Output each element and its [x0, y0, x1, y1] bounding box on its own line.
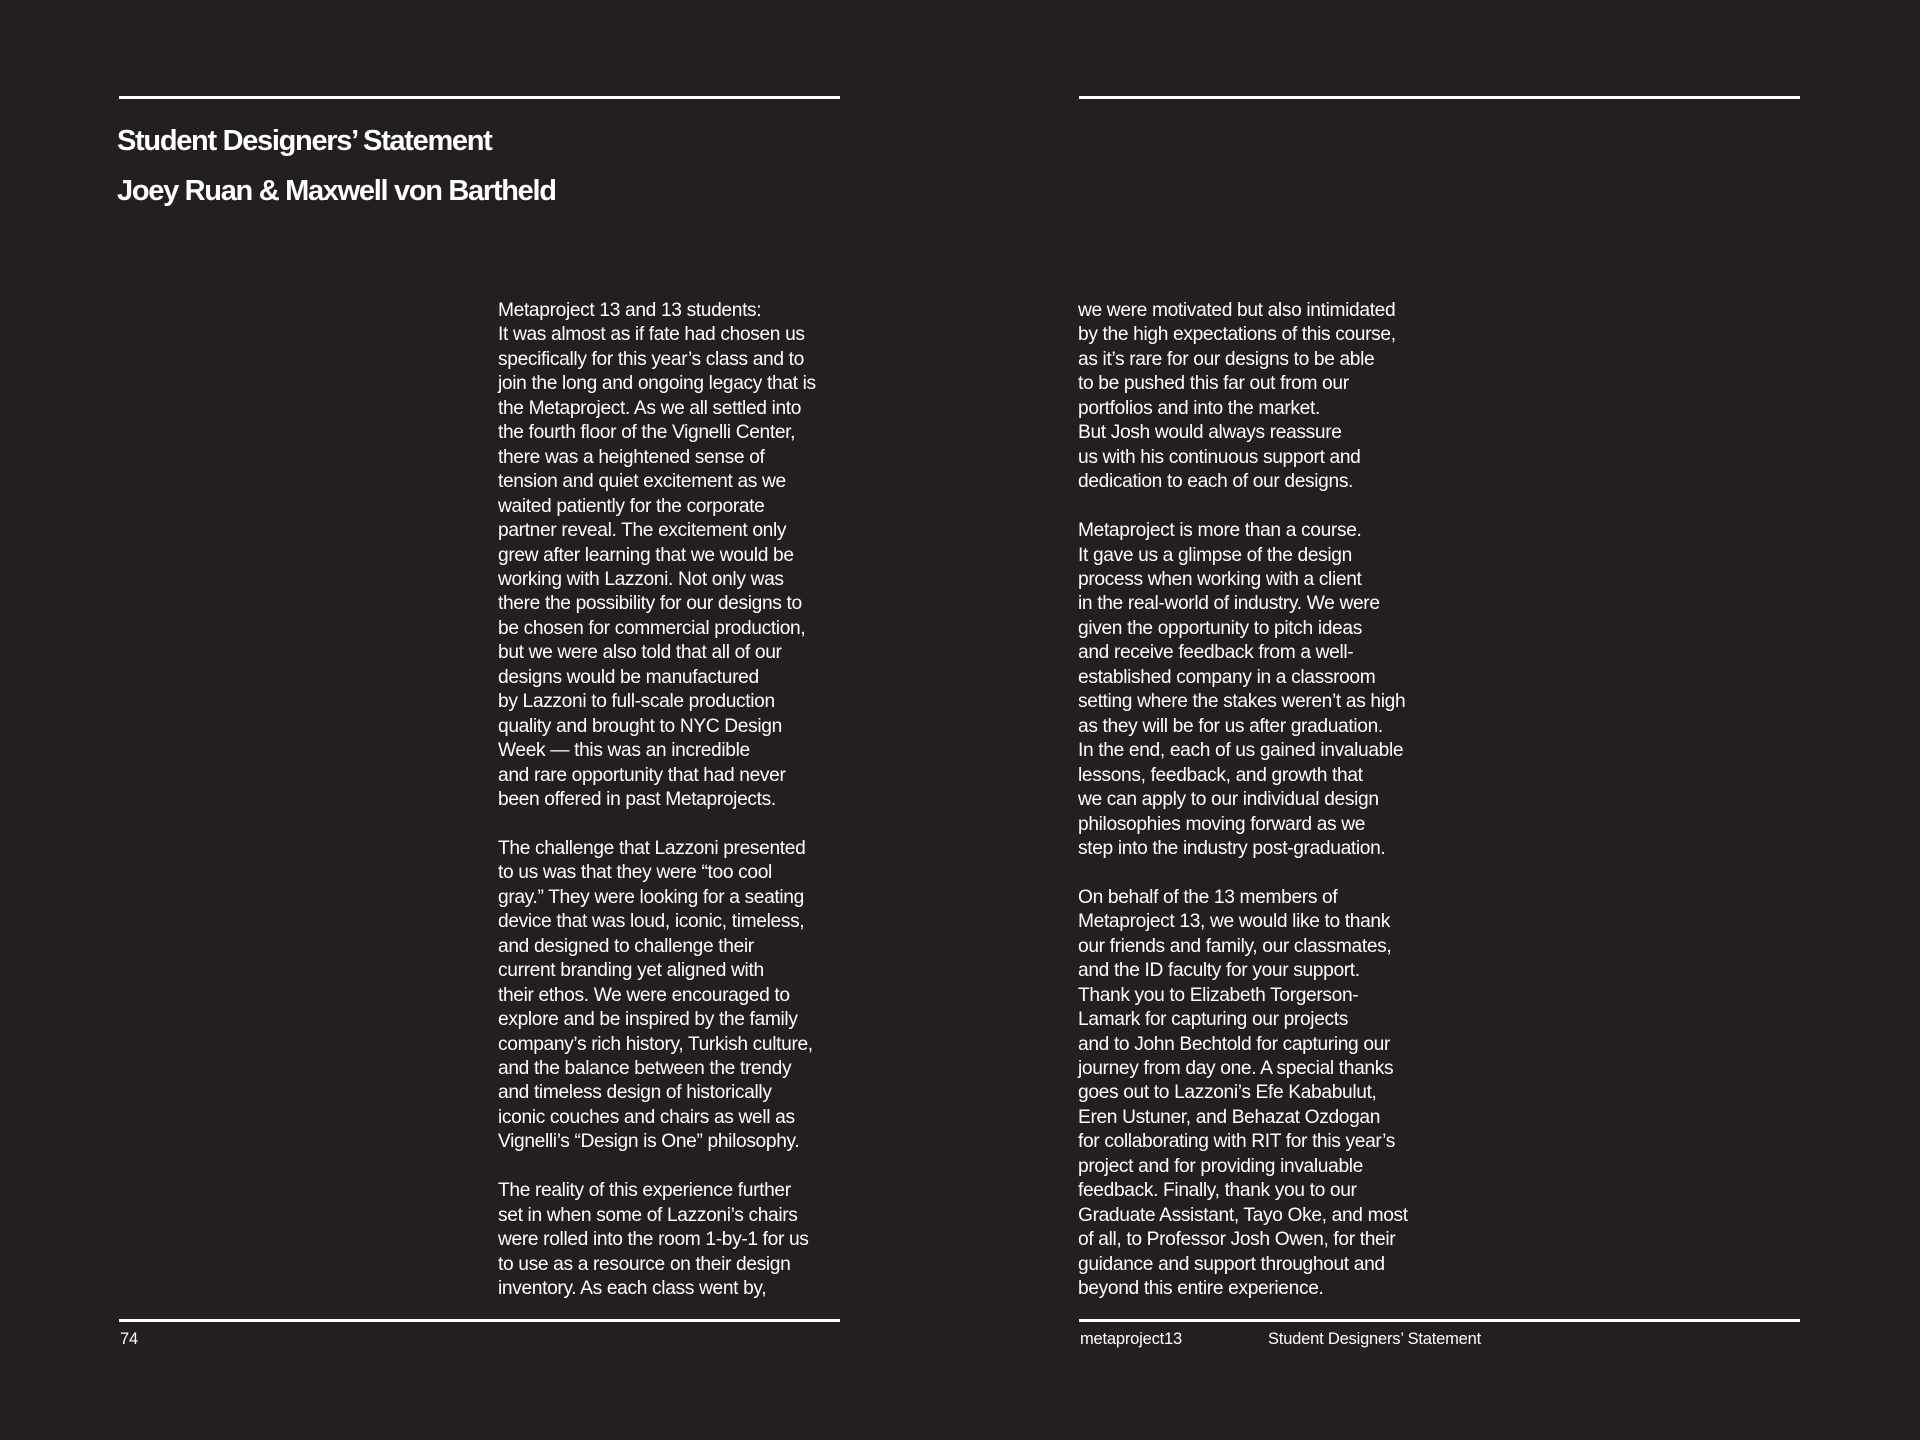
text-line: Metaproject 13 and 13 students: — [498, 300, 762, 321]
text-line: device that was loud, iconic, timeless, — [498, 911, 805, 933]
text-line: of all, to Professor Josh Owen, for their — [1078, 1229, 1396, 1251]
text-line: On behalf of the 13 members of — [1078, 886, 1338, 908]
text-line: be chosen for commercial production, — [498, 617, 806, 639]
text-line: process when working with a client — [1078, 568, 1362, 590]
text-line: waited patiently for the corporate — [498, 495, 765, 517]
text-line: we can apply to our individual design — [1078, 789, 1379, 811]
text-line: join the long and ongoing legacy that is — [498, 373, 816, 395]
text-line: there the possibility for our designs to — [498, 593, 802, 615]
text-line: guidance and support throughout and — [1078, 1253, 1385, 1275]
text-line: the fourth floor of the Vignelli Center, — [498, 422, 796, 444]
text-line: but we were also told that all of our — [498, 642, 782, 664]
text-line: partner reveal. The excitement only — [498, 520, 787, 542]
left-bottom-rule — [119, 1319, 840, 1322]
footer-section: Student Designers’ Statement — [1268, 1330, 1481, 1348]
body-paragraph — [1078, 886, 1468, 1302]
text-line: our friends and family, our classmates, — [1078, 935, 1392, 957]
left-text-column — [498, 299, 888, 1302]
text-line: step into the industry post-graduation. — [1078, 837, 1386, 859]
text-line: Week — this was an incredible — [498, 740, 750, 762]
text-line: were rolled into the room 1-by-1 for us — [498, 1229, 809, 1251]
text-line: inventory. As each class went by, — [498, 1278, 767, 1300]
text-line: working with Lazzoni. Not only was — [498, 568, 784, 590]
text-line: gray.” They were looking for a seating — [498, 886, 804, 908]
text-line: we were motivated but also intimidated — [1078, 300, 1396, 321]
text-line: and timeless design of historically — [498, 1082, 772, 1104]
text-line: the Metaproject. As we all settled into — [498, 397, 802, 419]
text-line: by Lazzoni to full-scale production — [498, 691, 775, 713]
footer-publication: metaproject13 — [1080, 1330, 1182, 1348]
text-line: Lamark for capturing our projects — [1078, 1009, 1348, 1031]
body-paragraph — [498, 299, 888, 813]
text-line: been offered in past Metaprojects. — [498, 789, 776, 811]
text-line: lessons, feedback, and growth that — [1078, 764, 1363, 786]
text-line: journey from day one. A special thanks — [1078, 1058, 1394, 1080]
text-line: and receive feedback from a well- — [1078, 642, 1354, 664]
text-line: Eren Ustuner, and Behazat Ozdogan — [1078, 1106, 1381, 1128]
body-paragraph — [1078, 299, 1468, 495]
text-line: to use as a resource on their design — [498, 1253, 791, 1275]
body-paragraph — [498, 1179, 888, 1301]
heading-title: Student Designers’ Statement — [117, 125, 492, 157]
body-paragraph — [498, 837, 888, 1155]
left-top-rule — [119, 96, 840, 99]
text-line: as they will be for us after graduation. — [1078, 715, 1383, 737]
text-line: grew after learning that we would be — [498, 544, 794, 566]
right-bottom-rule — [1079, 1319, 1800, 1322]
text-line: in the real-world of industry. We were — [1078, 593, 1380, 615]
text-line: iconic couches and chairs as well as — [498, 1106, 795, 1128]
text-line: setting where the stakes weren’t as high — [1078, 691, 1406, 713]
text-line: It gave us a glimpse of the design — [1078, 544, 1352, 566]
text-line: It was almost as if fate had chosen us — [498, 324, 805, 346]
heading-authors: Joey Ruan & Maxwell von Bartheld — [117, 175, 556, 207]
text-line: Vignelli’s “Design is One” philosophy. — [498, 1131, 800, 1153]
right-text-column — [1078, 299, 1468, 1302]
text-line: current branding yet aligned with — [498, 960, 764, 982]
text-line: established company in a classroom — [1078, 666, 1376, 688]
text-line: tension and quiet excitement as we — [498, 471, 786, 493]
text-line: dedication to each of our designs. — [1078, 471, 1354, 493]
text-line: Metaproject is more than a course. — [1078, 520, 1362, 542]
text-line: specifically for this year’s class and to — [498, 348, 804, 370]
text-line: Graduate Assistant, Tayo Oke, and most — [1078, 1204, 1408, 1226]
text-line: Metaproject 13, we would like to thank — [1078, 911, 1390, 933]
text-line: feedback. Finally, thank you to our — [1078, 1180, 1357, 1202]
text-line: and the balance between the trendy — [498, 1058, 792, 1080]
text-line: Thank you to Elizabeth Torgerson- — [1078, 984, 1359, 1006]
text-line: goes out to Lazzoni’s Efe Kababulut, — [1078, 1082, 1377, 1104]
text-line: given the opportunity to pitch ideas — [1078, 617, 1362, 639]
text-line: to be pushed this far out from our — [1078, 373, 1349, 395]
text-line: set in when some of Lazzoni’s chairs — [498, 1204, 798, 1226]
text-line: as it’s rare for our designs to be able — [1078, 348, 1375, 370]
text-line: there was a heightened sense of — [498, 446, 765, 468]
text-line: But Josh would always reassure — [1078, 422, 1342, 444]
text-line: and to John Bechtold for capturing our — [1078, 1033, 1391, 1055]
right-top-rule — [1079, 96, 1800, 99]
text-line: beyond this entire experience. — [1078, 1278, 1324, 1300]
text-line: us with his continuous support and — [1078, 446, 1361, 468]
text-line: explore and be inspired by the family — [498, 1009, 798, 1031]
text-line: and designed to challenge their — [498, 935, 754, 957]
page-number: 74 — [120, 1330, 138, 1348]
page-title — [117, 116, 556, 216]
text-line: to us was that they were “too cool — [498, 862, 772, 884]
text-line: project and for providing invaluable — [1078, 1155, 1363, 1177]
text-line: portfolios and into the market. — [1078, 397, 1320, 419]
text-line: by the high expectations of this course, — [1078, 324, 1396, 346]
text-line: The challenge that Lazzoni presented — [498, 837, 806, 859]
text-line: designs would be manufactured — [498, 666, 759, 688]
text-line: In the end, each of us gained invaluable — [1078, 740, 1404, 762]
text-line: The reality of this experience further — [498, 1180, 791, 1202]
text-line: quality and brought to NYC Design — [498, 715, 782, 737]
text-line: for collaborating with RIT for this year’s — [1078, 1131, 1395, 1153]
text-line: and rare opportunity that had never — [498, 764, 786, 786]
text-line: and the ID faculty for your support. — [1078, 960, 1360, 982]
body-paragraph — [1078, 519, 1468, 861]
text-line: their ethos. We were encouraged to — [498, 984, 790, 1006]
text-line: company’s rich history, Turkish culture, — [498, 1033, 813, 1055]
text-line: philosophies moving forward as we — [1078, 813, 1366, 835]
